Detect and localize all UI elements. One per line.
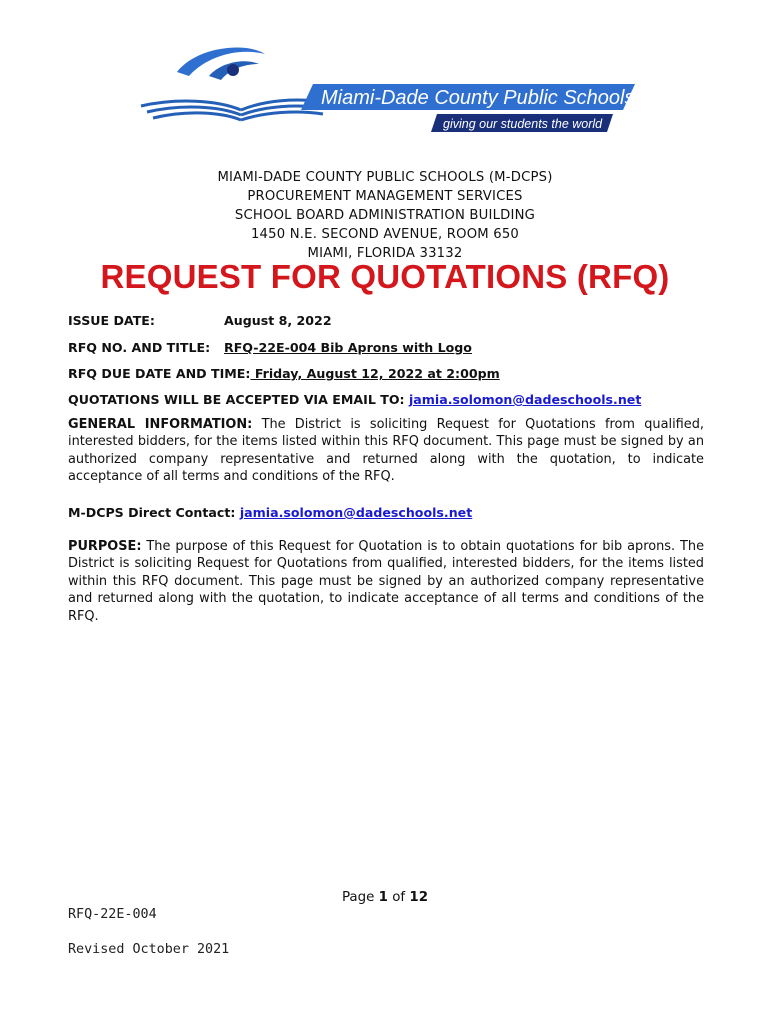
email-row xyxy=(68,392,641,407)
due-date-value: Friday, August 12, 2022 at 2:00pm xyxy=(250,366,500,381)
due-date-label: RFQ DUE DATE AND TIME: xyxy=(68,366,251,381)
page-number xyxy=(0,890,770,905)
document-title: REQUEST FOR QUOTATIONS (RFQ) xyxy=(100,258,670,295)
page-mid: of xyxy=(387,890,410,905)
email-label: QUOTATIONS WILL BE ACCEPTED VIA EMAIL TO: xyxy=(68,392,405,407)
document-id: RFQ-22E-004 xyxy=(68,907,157,922)
address-line: PROCUREMENT MANAGEMENT SERVICES xyxy=(247,189,523,204)
address-line: MIAMI-DADE COUNTY PUBLIC SCHOOLS (M-DCPS) xyxy=(217,170,553,185)
logo-tagline-text: giving our students the world xyxy=(443,117,603,131)
general-information-text: The District is soliciting Request for Quotations from qualified, interested bidders, for the items listed within this RFQ document. This page must be signed by an authorized company representative and returned along with the quotation, to indicate acceptance of all terms and conditions of the RFQ. xyxy=(68,417,704,485)
direct-contact-label: M-DCPS Direct Contact: xyxy=(68,505,236,520)
logo-name-text: Miami-Dade County Public Schools xyxy=(321,87,635,109)
direct-contact-row xyxy=(68,505,472,520)
revision-note: Revised October 2021 xyxy=(68,942,230,957)
page-total: 12 xyxy=(409,890,429,905)
general-information-paragraph xyxy=(68,416,704,486)
rfq-number-value: RFQ-22E-004 Bib Aprons with Logo xyxy=(224,340,472,355)
general-information-heading: GENERAL INFORMATION: xyxy=(68,417,253,432)
issue-date-row xyxy=(68,313,332,328)
address-line: 1450 N.E. SECOND AVENUE, ROOM 650 xyxy=(250,227,520,242)
address-line: SCHOOL BOARD ADMINISTRATION BUILDING xyxy=(234,208,536,223)
address-block xyxy=(0,168,770,263)
address-line: MIAMI, FLORIDA 33132 xyxy=(307,246,463,261)
email-link[interactable]: jamia.solomon@dadeschools.net xyxy=(408,392,642,407)
page-prefix: Page xyxy=(341,890,379,905)
direct-contact-email-link[interactable]: jamia.solomon@dadeschools.net xyxy=(239,505,473,520)
issue-date-value: August 8, 2022 xyxy=(224,313,332,328)
purpose-heading: PURPOSE: xyxy=(68,539,142,554)
district-logo xyxy=(137,42,635,134)
rfq-number-row xyxy=(68,340,472,355)
purpose-paragraph xyxy=(68,538,704,625)
issue-date-label: ISSUE DATE: xyxy=(68,313,155,328)
due-date-row xyxy=(68,366,500,381)
rfq-number-label: RFQ NO. AND TITLE: xyxy=(68,340,211,355)
page-current: 1 xyxy=(378,890,388,905)
purpose-text: The purpose of this Request for Quotation is to obtain quotations for bib aprons. The District is soliciting Request for Quotations from qualified, interested bidders, for the items listed within this RFQ document. This page must be signed by an authorized company representative and returned along with the quotation, to indicate acceptance of all terms and conditions of the RFQ. xyxy=(68,539,704,624)
district-logo-graphic xyxy=(137,42,635,134)
